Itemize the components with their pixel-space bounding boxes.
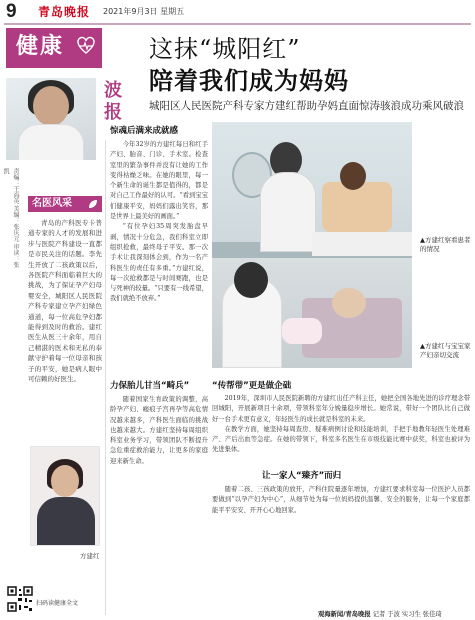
article-para-1: 今年32岁的方建红每日和红手产妇、胎音、门诊、手术室。检查室里的繁杂事件并没有让她的工作变得枯燥乏味。在她的眼里，每一个新生命的诞生都是值得的，都是对自己工作最好的认可。“看到宝宝们健康平安，妈妈们露出笑容，那是世界上最美好的画面。” xyxy=(110,141,208,221)
column-title: 名医风采 xyxy=(32,198,72,209)
article-col-2a xyxy=(212,394,470,468)
leaf-icon xyxy=(87,198,99,210)
article-para-2: “有位孕妇35周突发胎盘早剥，情况十分危急，我们科室立即组织抢救，最终母子平安。那一次手术让我深刻体会到，作为一名产科医生的责任有多重。”方建红说，每一次抢救都是与时间赛跑，也是与死神的较量。“只要有一线希望，我们就绝不放弃。” xyxy=(110,223,208,303)
subhead-2: 力保胎儿甘当“畸兵” xyxy=(110,381,190,391)
paper-name: 青岛晚报 xyxy=(38,5,91,19)
author-photo xyxy=(30,446,100,546)
page-number: 9 xyxy=(6,1,17,22)
subhead-4: 让一家人“臻齐”而归 xyxy=(262,471,342,481)
article-para-5: 在教学方面，她坚持每周查房、疑难病例讨论和技能培训，手把手地教年轻医生处理难产、产后出血等急症。在她的带领下，科室多名医生在市级技能比赛中获奖，科室也被评为先进集体。 xyxy=(212,425,470,454)
headline-kicker: 这抹“城阳红” xyxy=(149,35,301,63)
author-caption: 方建红 xyxy=(80,552,100,560)
photo-mother-baby xyxy=(212,258,412,368)
qr-code-icon[interactable] xyxy=(7,586,33,612)
column-text: 青岛的产科医专卡普通专家的人才的发展和进步与医院产科建设一直都是市民关注的话题。李先生开放了二孩政策以后，各医院产科面临着巨大的挑战，为了保证孕产妇母婴安全，城阳区人民医院产科专家建立孕产妇绿色通道，每一位高危孕妇都能得到及时的救治。建红医生从医三十余年，用自己精湛的医术和无私的奉献守护着每一位母亲和孩子的平安，她是病人眼中可信赖的好医生。 xyxy=(28,219,102,384)
photo-caption-1: ▲方建红察看患者的情况 xyxy=(420,236,471,253)
headline-deck: 城阳区人民医院产科专家方建红帮助孕妈直面惊涛骇浪成功乘风破浪 xyxy=(149,100,464,112)
masthead xyxy=(0,0,475,24)
column-divider xyxy=(105,140,106,615)
issue-date: 2021年9月3日 星期五 xyxy=(103,7,185,16)
section-label: 健康 xyxy=(16,34,65,59)
subhead-1: 惊魂后满来成就感 xyxy=(110,126,179,136)
subhead-3: “传帮带”更是做企础 xyxy=(212,381,292,391)
column-commentary xyxy=(28,218,102,434)
heart-pulse-icon xyxy=(76,36,96,56)
masthead-rule xyxy=(4,23,471,25)
article-col-1b xyxy=(110,395,208,613)
photo-caption-2: ▲方建红与宝宝家产妇亲切交流 xyxy=(420,342,471,359)
article-para-6: 随着二孩、三孩政策的放开，产科住院量逐年增加，方建红要求科室每一位医护人员都要做到“以孕产妇为中心”，从细节处为每一位妈妈提供温馨、安全的服务，让每一个家庭都能平平安安、开开心心地回家。 xyxy=(212,486,470,514)
article-para-4: 2019年，深圳市人民医院新聘的方建红出任产科主任，她把全国各地先进的诊疗理念带回城阳，开展新项目十余项，带领科室年分娩量稳步增长。她常说，带好一个团队比自己做好一台手术更有意义，年轻医生的成长就是科室的未来。 xyxy=(212,395,470,423)
article-col-1 xyxy=(110,140,208,378)
headline-title: 陪着我们成为妈妈 xyxy=(149,66,349,95)
section-box xyxy=(6,28,102,68)
article-col-2b xyxy=(212,485,470,609)
side-word-bo: 波 xyxy=(104,80,122,101)
article-para-3: 随着国家生育政策的调整，高龄孕产妇、瘢痕子宫再孕等高危情况越来越多，产科医生面临的挑战也越来越大。方建红坚持每周组织科室业务学习，带领团队不断提升急危重症救治能力，让更多的家庭迎来新生命。 xyxy=(110,396,208,465)
byline-outlet: 观海新闻/青岛晚报 xyxy=(318,611,371,618)
editor-credit: 责编：王海英 美编：张庆元 审读：张凯 xyxy=(2,168,19,268)
side-word-bao: 报 xyxy=(104,102,122,123)
doctor-portrait xyxy=(6,78,96,160)
column-title-box xyxy=(28,196,102,212)
byline xyxy=(318,610,442,619)
byline-reporters: 记者 于波 实习生 张佳琦 xyxy=(372,611,442,618)
qr-caption: 扫码读健康全文 xyxy=(36,600,79,607)
